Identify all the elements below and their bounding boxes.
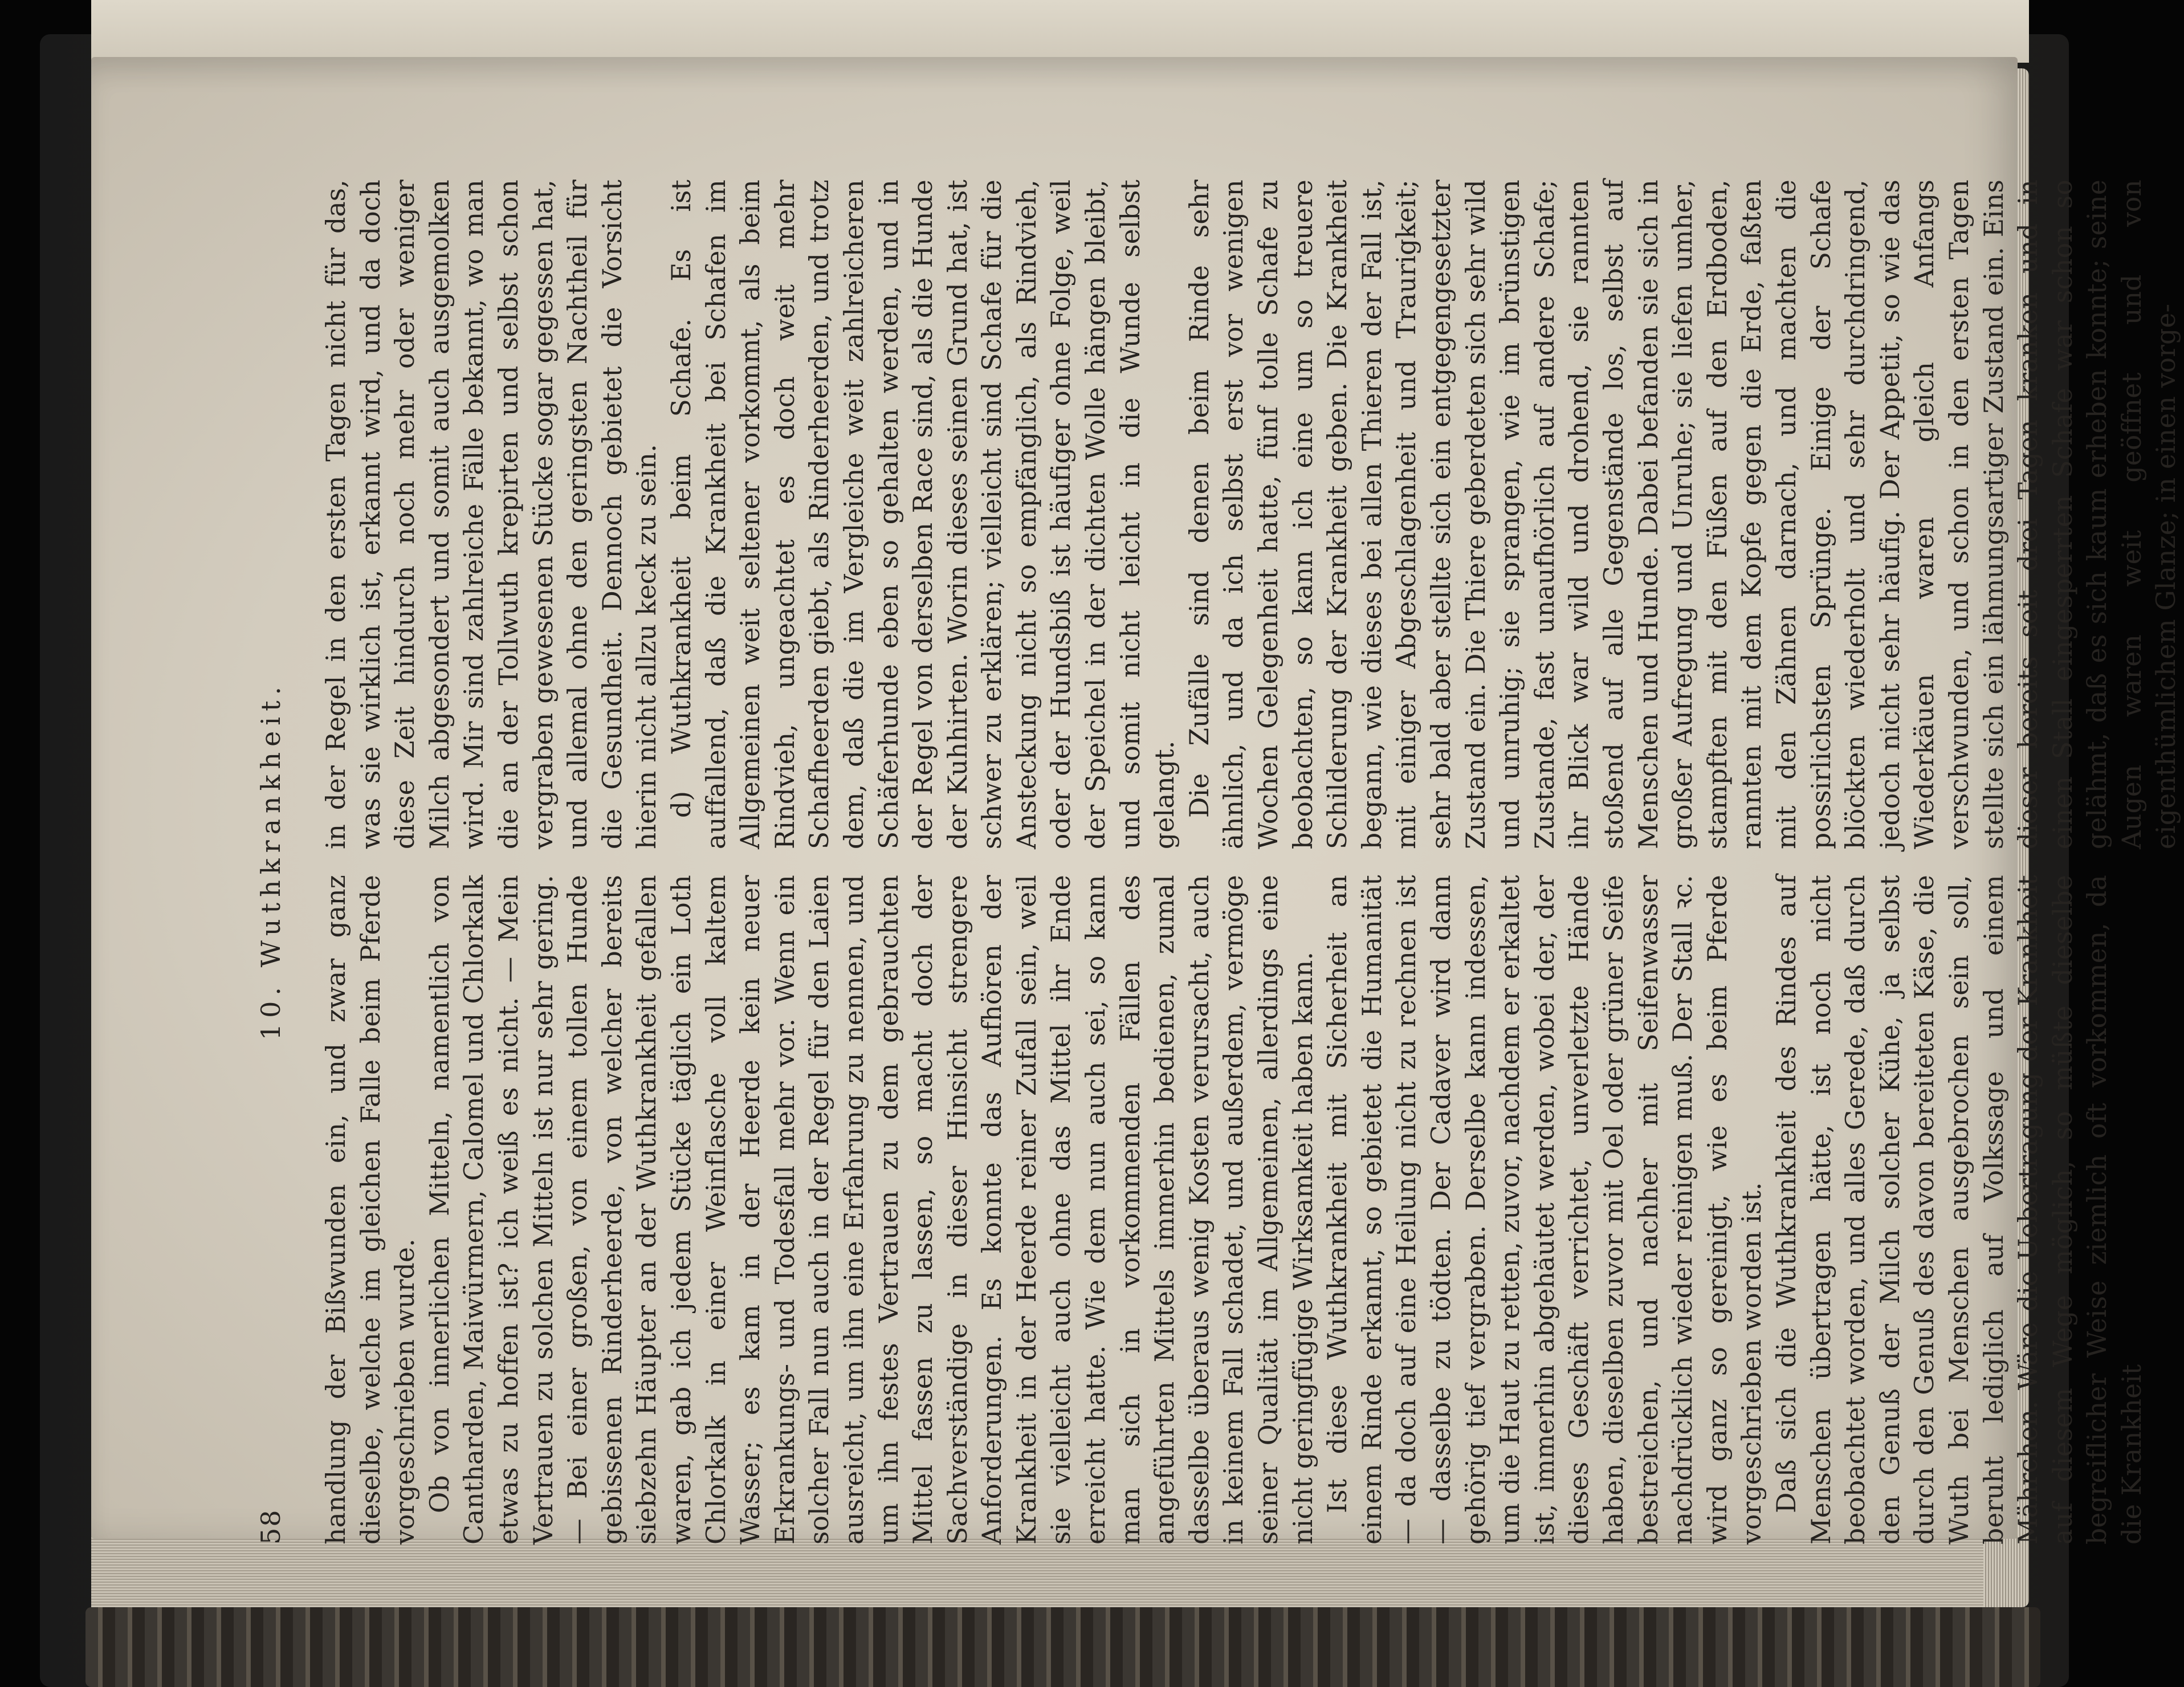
right-column xyxy=(319,180,2184,849)
paragraph: in der Regel in den ersten Tagen nicht für das, was sie wirklich ist, erkannt wird, und da doch diese Zeit hindurch noch mehr oder weniger Milch abgesondert und somit auch ausgemolken wird. Mir sind zahlreiche Fälle bekannt, wo man die an der Tollwuth krepirten und selbst schon vergraben gewesenen Stücke sogar gegessen hat, und allemal ohne den geringsten Nachtheil für die Gesundheit. Dennoch gebietet die Vorsicht hierin nicht allzu keck zu sein. xyxy=(321,180,662,849)
section-heading-paragraph: d) Wuthkrankheit beim Schafe. Es ist auffallend, daß die Krankheit bei Schafen im Allgemeinen weit seltener vorkommt, als beim Rindvieh, ungeachtet es doch weit mehr Schafheerden giebt, als Rinderheerden, und trotz dem, daß die im Vergleiche weit zahlreicheren Schäferhunde eben so gehalten werden, und in der Regel von derselben Race sind, als die Hunde der Kuhhirten. Worin dieses seinen Grund hat, ist schwer zu erklären; vielleicht sind Schafe für die Ansteckung nicht so empfänglich, als Rindvieh, oder der Hundsbiß ist häufiger ohne Folge, weil der Speichel in der dichten Wolle hängen bleibt, und somit nicht leicht in die Wunde selbst gelangt. xyxy=(666,180,1180,849)
paragraph: Ist diese Wuthkrankheit mit Sicherheit an einem Rinde erkannt, so gebietet die Humanität — da doch auf eine Heilung nicht zu rechnen ist — dasselbe zu tödten. Der Cadaver wird dann gehörig tief vergraben. Derselbe kann indessen, um die Haut zu retten, zuvor, nachdem er erkaltet ist, immerhin abgehäutet werden, wobei der, der dieses Geschäft verrichtet, unverletzte Hände haben, dieselben zuvor mit Oel oder grüner Seife bestreichen, und nachher mit Seifenwasser nachdrücklich wieder reinigen muß. Der Stall ꝛc. wird ganz so gereinigt, wie es beim Pferde vorgeschrieben worden ist. xyxy=(1322,875,1767,1545)
paragraph: Die Zufälle sind denen beim Rinde sehr ähnlich, und da ich selbst erst vor wenigen Wochen Gelegenheit hatte, fünf tolle Schafe zu beobachten, so kann ich eine um so treuere Schilderung der Krankheit geben. Die Krankheit begann, wie dieses bei allen Thieren der Fall ist, mit einiger Abgeschlagenheit und Traurigkeit; sehr bald aber stellte sich ein entgegengesetzter Zustand ein. Die Thiere geberdeten sich sehr wild und unruhig; sie sprangen, wie im brünstigen Zustande, fast unaufhörlich auf andere Schafe; ihr Blick war wild und drohend, sie rannten stoßend auf alle Gegenstände los, selbst auf Menschen und Hunde. Dabei befanden sie sich in großer Aufregung und Unruhe; sie liefen umher, stampften mit den Füßen auf den Erdboden, rannten mit dem Kopfe gegen die Erde, faßten mit den Zähnen darnach, und machten die possirlichsten Sprünge. Einige der Schafe blöckten wiederholt und sehr durchdringend, jedoch nicht sehr häufig. Der Appetit, so wie das Wiederkäuen waren gleich Anfangs verschwunden, und schon in den ersten Tagen stellte sich ein lähmungsartiger Zustand ein. Eins dieser bereits seit drei Tagen kranken und in einen Stall eingesperrten Schafe war schon so gelähmt, daß es sich kaum erheben konnte; seine Augen waren weit geöffnet und von eigenthümlichem Glanze; in einen vorge- xyxy=(1184,180,2182,849)
cover-edge xyxy=(85,1607,2040,1687)
paragraph: Daß sich die Wuthkrankheit des Rindes auf Menschen übertragen hätte, ist noch nicht beobachtet worden, und alles Gerede, daß durch den Genuß der Milch solcher Kühe, ja selbst durch den Genuß des davon bereiteten Käse, die Wuth bei Menschen ausgebrochen sein soll, beruht lediglich auf Volkssage und einem Mährchen. Wäre die Uebertragung der Krankheit auf diesem Wege möglich, so müßte dieselbe begreiflicher Weise ziemlich oft vorkommen, da die Krankheit xyxy=(1771,875,2147,1545)
previous-page-edge xyxy=(91,0,2029,63)
paragraph: Ob von innerlichen Mitteln, namentlich von Cantharden, Maiwürmern, Calomel und Chlorkalk etwas zu hoffen ist? ich weiß es nicht. — Mein Vertrauen zu solchen Mitteln ist nur sehr gering. — Bei einer großen, von einem tollen Hunde gebissenen Rinderheerde, von welcher bereits siebzehn Häupter an der Wuthkrankheit gefallen waren, gab ich jedem Stücke täglich ein Loth Chlorkalk in einer Weinflasche voll kaltem Wasser; es kam in der Heerde kein neuer Erkrankungs- und Todesfall mehr vor. Wenn ein solcher Fall nun auch in der Regel für den Laien ausreicht, um ihn eine Erfahrung zu nennen, und um ihn festes Vertrauen zu dem gebrauchten Mittel fassen zu lassen, so macht doch der Sachverständige in dieser Hinsicht strengere Anforderungen. Es konnte das Aufhören der Krankheit in der Heerde reiner Zufall sein, weil sie vielleicht auch ohne das Mittel ihr Ende erreicht hatte. Wie dem nun auch sei, so kann man sich in vorkommenden Fällen des angeführten Mittels immerhin bedienen, zumal dasselbe überaus wenig Kosten verursacht, auch in keinem Fall schadet, und außerdem, vermöge seiner Qualität im Allgemeinen, allerdings eine nicht geringfügige Wirksamkeit haben kann. xyxy=(424,875,1318,1545)
running-head xyxy=(245,160,296,1562)
paragraph: handlung der Bißwunden ein, und zwar ganz dieselbe, welche im gleichen Falle beim Pferde vorgeschrieben wurde. xyxy=(321,875,421,1545)
top-edge-marks xyxy=(1026,0,1995,14)
rotated-text-block xyxy=(245,160,2182,1562)
page-number: 58 xyxy=(255,1509,286,1545)
book-page xyxy=(91,57,2182,1545)
running-head-title: 10. Wuthkrankheit. xyxy=(255,680,286,1041)
left-column xyxy=(319,875,2149,1545)
